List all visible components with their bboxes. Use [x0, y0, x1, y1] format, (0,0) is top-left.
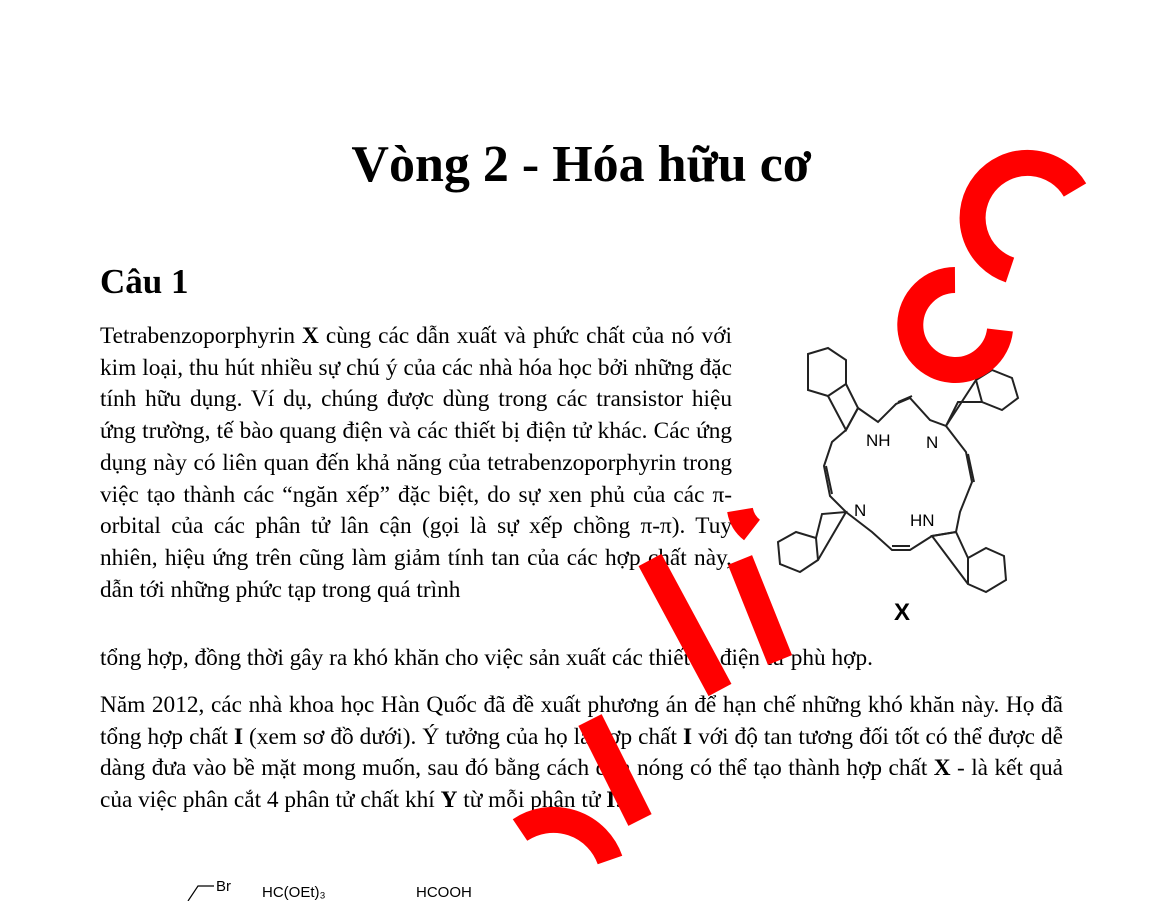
benzo-ring-bottom-left [778, 532, 818, 572]
para2-text-6: . [615, 787, 622, 814]
benzo-ring-top-left [808, 348, 846, 396]
atom-hn-label: HN [910, 511, 935, 530]
question-heading: Câu 1 [100, 262, 189, 301]
benzo-ring-top-right [976, 370, 1018, 410]
compound-x-ref: X [302, 323, 319, 349]
para2-text-3: với độ tan tương đối tốt có thể được dễ dàng đưa vào bề mặt mong muốn, sau đó bằng cách đun nóng có thể tạo thành hợp chất [100, 723, 1063, 782]
tetrabenzoporphyrin-structure [760, 336, 1040, 636]
reagent-formic-acid: HCOOH [416, 884, 472, 901]
para1-text-1: Tetrabenzoporphyrin [100, 323, 303, 349]
reagent-orthoformate: HC(OEt)₃ [262, 884, 326, 901]
bond-line [180, 878, 220, 901]
intro-paragraph [100, 321, 732, 606]
para2-text-5: từ mỗi phân tử [457, 787, 607, 814]
atom-n-label: N [854, 501, 867, 520]
intro-paragraph-last-line: tổng hợp, đồng thời gây ra khó khăn cho việc sản xuất các thiết bị điện tử phù hợp. [100, 645, 873, 671]
para2-text-2: (xem sơ đồ dưới). Ý tưởng của họ là hợp chất [243, 723, 683, 750]
compound-i-ref: I [233, 723, 244, 750]
page-title: Vòng 2 - Hóa hữu cơ [351, 136, 812, 193]
benzo-ring-bottom-right [968, 548, 1006, 592]
compound-i-ref: I [606, 787, 616, 814]
second-paragraph [100, 690, 1063, 817]
reagent-br: Br [216, 878, 231, 895]
para1-text-2: cùng các dẫn xuất và phức chất của nó với kim loại, thu hút nhiều sự chú ý của các nhà hóa học bởi những đặc tính hữu dụng. Ví dụ, chúng được dùng trong các transistor hiệu ứng trường, tế bào quang điện và các thiết bị điện tử khác. Các ứng dụng này có liên quan đến khả năng của tetrabenzoporphyrin trong việc tạo thành các “ngăn xếp” đặc biệt, do sự xen phủ của các π-orbital của các phân tử lân cận (gọi là sự xếp chồng π-π). Tuy nhiên, hiệu ứng trên cũng làm giảm tính tan của các hợp chất này, dẫn tới những phức tạp trong quá trình [100, 323, 732, 603]
para2-text-4: - là kết quả của việc phân cắt 4 phân tử chất khí [100, 755, 1063, 814]
compound-x-ref: X [933, 755, 951, 782]
compound-x-label: X [894, 599, 911, 626]
atom-nh-label: NH [866, 431, 891, 450]
gas-y-ref: Y [440, 787, 458, 814]
compound-i-ref: I [682, 723, 693, 750]
reaction-scheme [180, 878, 520, 901]
atom-n-label: N [926, 433, 939, 452]
para2-text-1: Năm 2012, các nhà khoa học Hàn Quốc đã đề xuất phương án để hạn chế những khó khăn này. Họ đã tổng hợp chất [100, 692, 1063, 750]
